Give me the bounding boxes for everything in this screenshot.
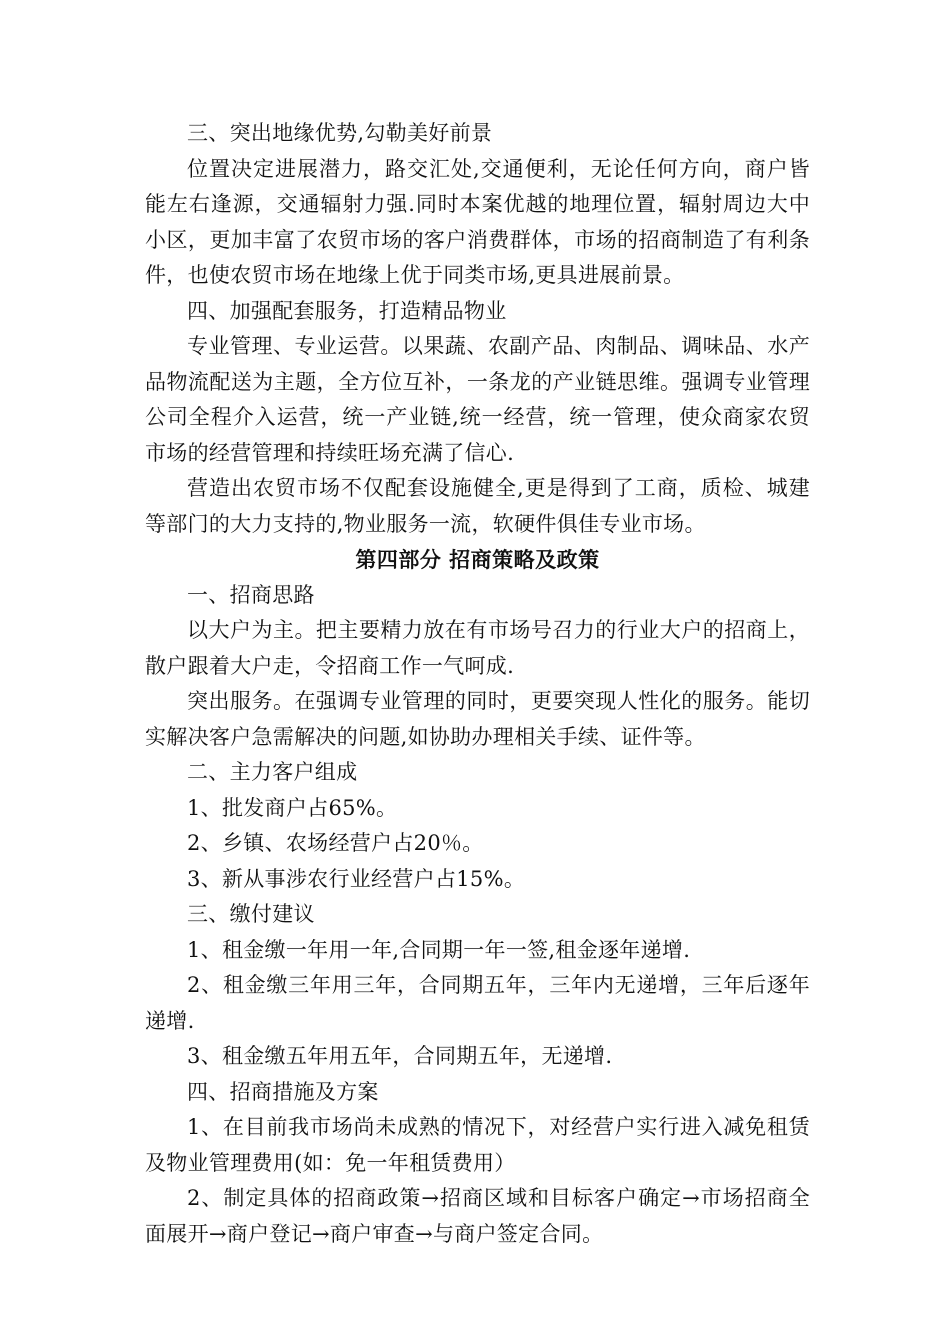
heading-measures: 四、招商措施及方案 [187,1079,379,1104]
heading-payment-suggestions: 三、缴付建议 [187,902,315,926]
paragraph-large-tenants: 以大户为主。把主要精力放在有市场号召力的行业大户的招商上，散户跟着大户走，令招商工作一气呵成. [145,618,810,678]
paragraph-service-focus: 突出服务。在强调专业管理的同时，更要突现人性化的服务。能切实解决客户急需解决的问题,如协助办理相关手续、证件等。 [145,689,810,749]
list-item-wholesale: 1、批发商户占65%。 [187,795,398,820]
heading-main-customers: 二、主力客户组成 [187,760,358,784]
list-item-one-year: 1、租金缴一年用一年,合同期一年一签,租金逐年递增. [187,937,691,962]
list-item-five-year: 3、租金缴五年用五年，合同期五年，无递增. [187,1044,613,1068]
document-body [145,116,810,1252]
list-item-three-year: 2、租金缴三年用三年，合同期五年，三年内无递增，三年后逐年递增. [145,973,810,1033]
heading-supporting-services: 四、加强配套服务，打造精品物业 [187,298,507,323]
list-item-township: 2、乡镇、农场经营户占20％。 [187,831,484,855]
list-item-new-operators: 3、新从事涉农行业经营户占15%。 [187,866,526,891]
section-title: 第四部分 招商策略及政策 [355,547,600,572]
paragraph-professional-management: 专业管理、专业运营。以果蔬、农副产品、肉制品、调味品、水产品物流配送为主题，全方位互补，一条龙的产业链思维。强调专业管理公司全程介入运营，统一产业链,统一经营，统一管理，使众商家农贸市场的经营管理和持续旺场充满了信心. [145,334,810,465]
list-item-fee-reduction: 1、在目前我市场尚未成熟的情况下，对经营户实行进入减免租赁及物业管理费用(如：免一年租赁费用） [145,1115,810,1175]
heading-geographic-advantage: 三、突出地缘优势,勾勒美好前景 [187,121,493,145]
paragraph-facilities: 营造出农贸市场不仅配套设施健全,更是得到了工商，质检、城建等部门的大力支持的,物业服务一流，软硬件俱佳专业市场。 [145,476,810,536]
heading-investment-approach: 一、招商思路 [187,582,315,607]
list-item-process-flow: 2、制定具体的招商政策→招商区域和目标客户确定→市场招商全面展开→商户登记→商户审查→与商户签定合同。 [145,1186,810,1246]
paragraph-location: 位置决定进展潜力，路交汇处,交通便利，无论任何方向，商户皆能左右逢源，交通辐射力强.同时本案优越的地理位置，辐射周边大中小区，更加丰富了农贸市场的客户消费群体，市场的招商制造了有利条件，也使农贸市场在地缘上优于同类市场,更具进展前景。 [145,156,810,287]
